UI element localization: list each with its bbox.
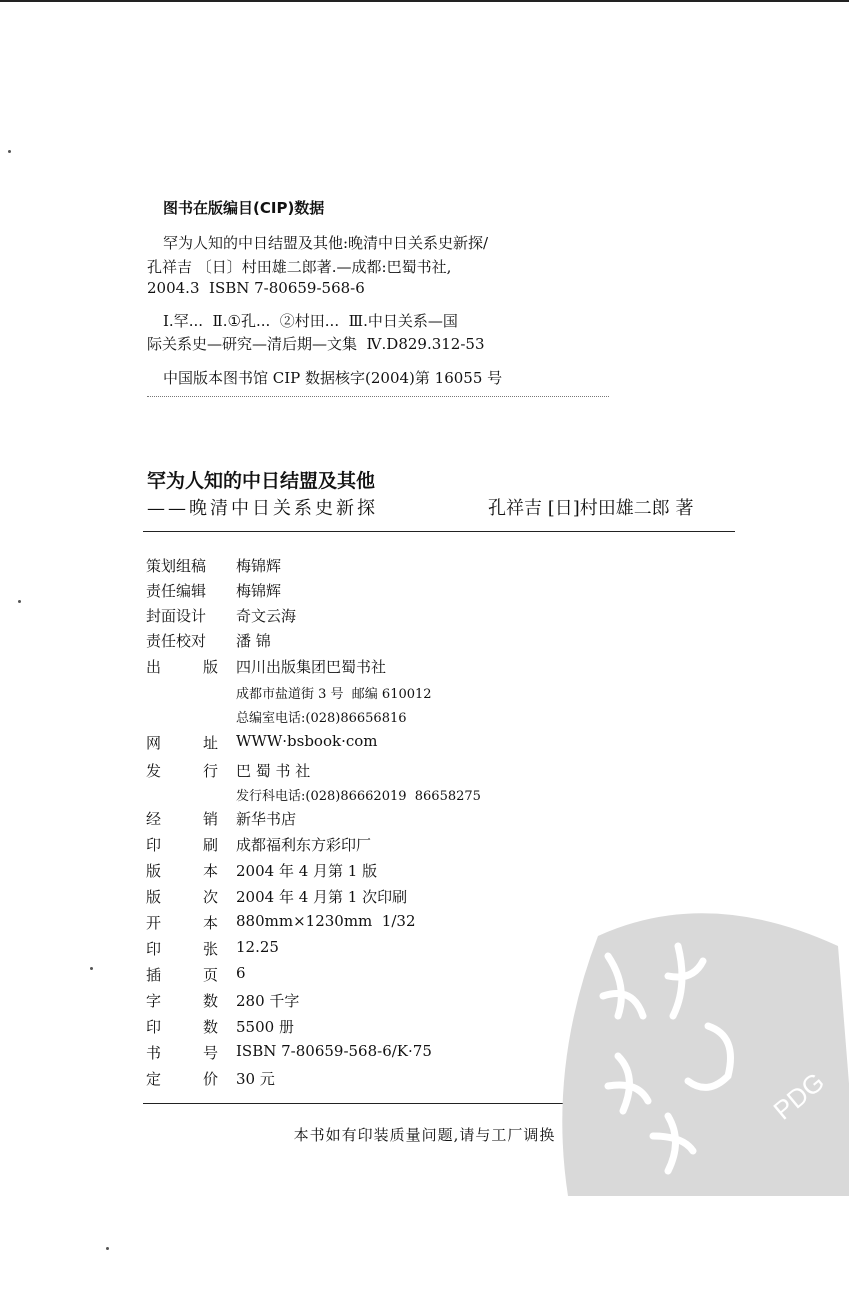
edition-value: 2004 年 4 月第 1 版 — [236, 862, 378, 880]
label-char: 印 — [146, 1018, 162, 1036]
label-char: 出 — [146, 658, 162, 676]
label-char: 本 — [202, 862, 218, 880]
proof-value: 潘 锦 — [236, 632, 271, 650]
cip-line: 2004.3 ISBN 7-80659-568-6 — [147, 279, 365, 297]
editor-value: 梅锦辉 — [236, 582, 282, 600]
publisher-phone: 总编室电话:(028)86656816 — [236, 711, 407, 726]
cip-line: 罕为人知的中日结盟及其他:晚清中日关系史新探/ — [163, 234, 489, 252]
proof-label: 责任校对 — [146, 632, 207, 650]
scan-speck — [18, 600, 21, 603]
label-char: 刷 — [202, 836, 218, 854]
plates-label — [146, 964, 218, 985]
printrun-label — [146, 1016, 218, 1037]
impression-value: 2004 年 4 月第 1 次印刷 — [236, 888, 408, 906]
top-border-line — [0, 0, 849, 2]
printer-value: 成都福利东方彩印厂 — [236, 836, 372, 854]
label-char: 插 — [146, 966, 162, 984]
website-label — [146, 732, 218, 753]
label-char: 址 — [202, 734, 218, 752]
label-char: 发 — [146, 762, 162, 780]
cip-line: 孔祥吉 〔日〕村田雄二郎著.—成都:巴蜀书社, — [147, 258, 452, 276]
website-value: WWW·bsbook·com — [236, 732, 378, 750]
scan-speck — [90, 967, 93, 970]
label-char: 次 — [202, 888, 218, 906]
label-char: 开 — [146, 914, 162, 932]
price-value: 30 元 — [236, 1070, 275, 1088]
cip-line: Ⅰ.罕... Ⅱ.①孔... ②村田... Ⅲ.中日关系—国 — [163, 312, 458, 330]
label-char: 版 — [146, 862, 162, 880]
label-char: 版 — [146, 888, 162, 906]
scan-speck — [106, 1247, 109, 1250]
label-char: 张 — [202, 940, 218, 958]
scan-speck — [8, 150, 11, 153]
sheets-value: 12.25 — [236, 938, 279, 956]
cip-line: 际关系史—研究—清后期—文集 Ⅳ.D829.312-53 — [147, 335, 485, 353]
cover-label: 封面设计 — [146, 607, 207, 625]
format-value: 880mm×1230mm 1/32 — [236, 912, 416, 930]
label-char: 号 — [202, 1044, 218, 1062]
label-char: 行 — [202, 762, 218, 780]
printrun-value: 5500 册 — [236, 1018, 294, 1036]
impression-label — [146, 886, 218, 907]
distribution-phone: 发行科电话:(028)86662019 86658275 — [236, 789, 481, 804]
watermark-text: PDG — [767, 1066, 831, 1126]
edition-label — [146, 860, 218, 881]
publisher-value: 四川出版集团巴蜀书社 — [236, 658, 387, 676]
book-authors: 孔祥吉 [日]村田雄二郎 著 — [488, 498, 694, 519]
label-char: 版 — [202, 658, 218, 676]
label-char: 印 — [146, 940, 162, 958]
isbn-label — [146, 1042, 218, 1063]
price-label — [146, 1068, 218, 1089]
footer-note: 本书如有印装质量问题,请与工厂调换 — [293, 1126, 556, 1144]
words-value: 280 千字 — [236, 992, 300, 1010]
publisher-label — [146, 656, 218, 677]
editor-label: 责任编辑 — [146, 582, 207, 600]
dealer-label — [146, 808, 218, 829]
label-char: 数 — [202, 1018, 218, 1036]
label-char: 数 — [202, 992, 218, 1010]
dealer-value: 新华书店 — [236, 810, 297, 828]
distribution-label — [146, 760, 218, 781]
planning-value: 梅锦辉 — [236, 557, 282, 575]
words-label — [146, 990, 218, 1011]
book-subtitle: ——晚清中日关系史新探 — [147, 498, 378, 519]
book-title: 罕为人知的中日结盟及其他 — [147, 470, 376, 492]
printer-label — [146, 834, 218, 855]
cip-line: 中国版本图书馆 CIP 数据核字(2004)第 16055 号 — [163, 369, 503, 387]
label-char: 经 — [146, 810, 162, 828]
label-char: 网 — [146, 734, 162, 752]
isbn-value: ISBN 7-80659-568-6/K·75 — [236, 1042, 432, 1060]
title-rule — [143, 531, 735, 532]
watermark-seal — [558, 896, 849, 1196]
label-char: 书 — [146, 1044, 162, 1062]
distribution-value: 巴 蜀 书 社 — [236, 762, 311, 780]
label-char: 印 — [146, 836, 162, 854]
label-char: 本 — [202, 914, 218, 932]
plates-value: 6 — [236, 964, 246, 982]
label-char: 销 — [202, 810, 218, 828]
label-char: 定 — [146, 1070, 162, 1088]
cip-heading: 图书在版编目(CIP)数据 — [163, 199, 325, 217]
format-label — [146, 912, 218, 933]
label-char: 价 — [202, 1070, 218, 1088]
dotted-divider — [147, 396, 609, 397]
cover-value: 奇文云海 — [236, 607, 297, 625]
label-char: 字 — [146, 992, 162, 1010]
label-char: 页 — [202, 966, 218, 984]
publisher-address: 成都市盐道街 3 号 邮编 610012 — [236, 687, 432, 702]
planning-label: 策划组稿 — [146, 557, 207, 575]
sheets-label — [146, 938, 218, 959]
